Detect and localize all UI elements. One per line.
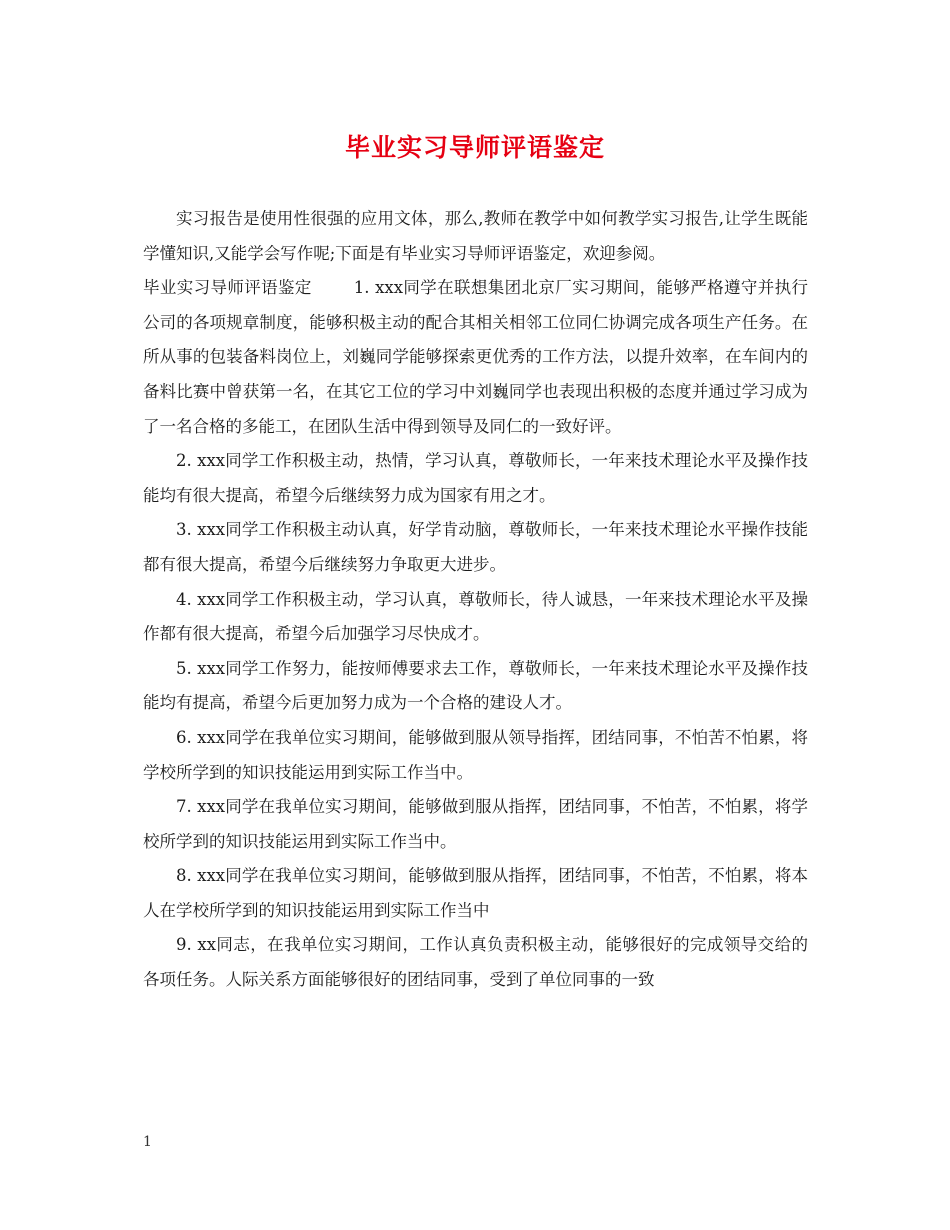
item-paragraph-3: 3. xxx同学工作积极主动认真，好学肯动脑，尊敬师长，一年来技术理论水平操作技能都有很大提高，希望今后继续努力争取更大进步。: [143, 520, 808, 574]
document-body: [143, 202, 808, 998]
item-paragraph-2: 2. xxx同学工作积极主动，热情，学习认真，尊敬师长，一年来技术理论水平及操作技能均有很大提高，希望今后继续努力成为国家有用之才。: [143, 451, 808, 505]
section-label: 毕业实习导师评语鉴定: [143, 278, 312, 298]
item-paragraph-6: 6. xxx同学在我单位实习期间，能够做到服从领导指挥，团结同事，不怕苦不怕累，将学校所学到的知识技能运用到实际工作当中。: [143, 727, 808, 782]
item-paragraph-9: 9. xx同志，在我单位实习期间，工作认真负责积极主动，能够很好的完成领导交给的各项任务。人际关系方面能够很好的团结同事，受到了单位同事的一致: [143, 935, 808, 990]
item-paragraph-7: 7. xxx同学在我单位实习期间，能够做到服从指挥，团结同事，不怕苦，不怕累，将学校所学到的知识技能运用到实际工作当中。: [143, 797, 808, 851]
page-number: 1: [143, 1134, 152, 1150]
intro-paragraph: 实习报告是使用性很强的应用文体，那么,教师在教学中如何教学实习报告,让学生既能学懂知识,又能学会写作呢;下面是有毕业实习导师评语鉴定，欢迎参阅。: [143, 209, 808, 263]
item-paragraph-1: [143, 271, 808, 444]
item-paragraph-4: 4. xxx同学工作积极主动，学习认真，尊敬师长，待人诚恳，一年来技术理论水平及操作都有很大提高，希望今后加强学习尽快成才。: [143, 589, 808, 644]
item-text-1: 1. xxx同学在联想集团北京厂实习期间，能够严格遵守并执行公司的各项规章制度，能够积极主动的配合其相关相邻工位同仁协调完成各项生产任务。在所从事的包装备料岗位上，刘巍同学能够探索更优秀的工作方法，以提升效率，在车间内的备料比赛中曾获第一名，在其它工位的学习中刘巍同学也表现出积极的态度并通过学习成为了一名合格的多能工，在团队生活中得到领导及同仁的一致好评。: [143, 278, 809, 436]
item-paragraph-8: 8. xxx同学在我单位实习期间，能够做到服从指挥，团结同事，不怕苦，不怕累，将本人在学校所学到的知识技能运用到实际工作当中: [143, 866, 808, 920]
item-paragraph-5: 5. xxx同学工作努力，能按师傅要求去工作，尊敬师长，一年来技术理论水平及操作技能均有提高，希望今后更加努力成为一个合格的建设人才。: [143, 658, 808, 713]
document-title: 毕业实习导师评语鉴定: [344, 133, 605, 162]
